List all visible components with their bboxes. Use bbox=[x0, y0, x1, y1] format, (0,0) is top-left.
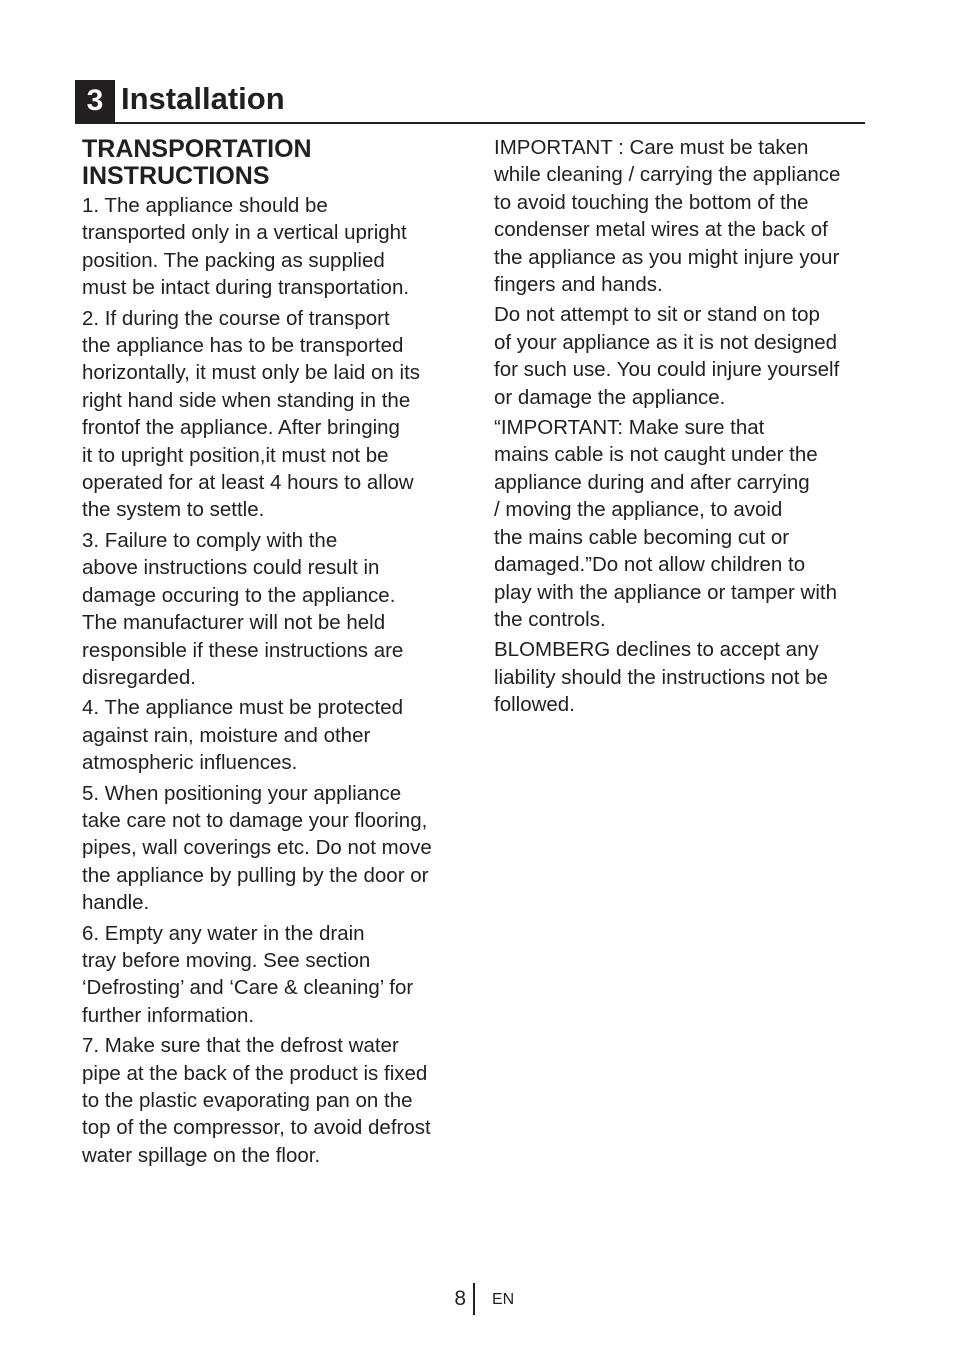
liability-paragraph: BLOMBERG declines to accept any liability should the instructions not be followed. bbox=[494, 638, 828, 717]
section-title: Installation bbox=[121, 81, 285, 116]
instruction-paragraph-6: 6. Empty any water in the drain tray before moving. See section ‘Defrosting’ and ‘Care & cleaning’ for further information. bbox=[82, 921, 414, 1027]
section-number-badge: 3 bbox=[75, 80, 115, 122]
section-header bbox=[75, 80, 865, 124]
left-column bbox=[82, 134, 467, 1172]
instruction-paragraph-7: 7. Make sure that the defrost water pipe at the back of the product is fixed to the plastic evaporating pan on the top of the compressor, to avoid defrost water spillage on the floor. bbox=[82, 1034, 431, 1167]
page-footer bbox=[0, 1283, 954, 1315]
language-code: EN bbox=[492, 1291, 515, 1308]
instruction-paragraph-4: 4. The appliance must be protected against rain, moisture and other atmospheric influences. bbox=[82, 696, 403, 775]
footer-divider bbox=[473, 1283, 475, 1315]
transportation-heading: TRANSPORTATION INSTRUCTIONS bbox=[82, 135, 312, 190]
page-number: 8 bbox=[454, 1287, 466, 1310]
mains-cable-paragraph: “IMPORTANT: Make sure that mains cable is not caught under the appliance during and after carrying / moving the appliance, to avoid the mains cable becoming cut or damaged.”Do not allow children to play with the appliance or tamper with the controls. bbox=[494, 416, 837, 631]
instruction-paragraph-5: 5. When positioning your appliance take care not to damage your flooring, pipes, wall coverings etc. Do not move the appliance by pulling by the door or handle. bbox=[82, 781, 432, 915]
right-column bbox=[494, 134, 870, 722]
instruction-paragraph-2: 2. If during the course of transport the appliance has to be transported horizontally, it must only be laid on its right hand side when standing in the frontof the appliance. After bringing it to upright position,it must not be operated for at least 4 hours to allow the system to settle. bbox=[82, 306, 421, 522]
instruction-paragraph-1: 1. The appliance should be transported only in a vertical upright position. The packing as supplied must be intact during transportation. bbox=[82, 194, 410, 300]
important-care-paragraph: IMPORTANT : Care must be taken while cleaning / carrying the appliance to avoid touching the bottom of the condenser metal wires at the back of the appliance as you might injure your fingers and hands. bbox=[494, 136, 841, 297]
instruction-paragraph-3: 3. Failure to comply with the above instructions could result in damage occuring to the appliance. The manufacturer will not be held responsible if these instructions are disregarded. bbox=[82, 528, 404, 689]
sit-stand-warning-paragraph: Do not attempt to sit or stand on top of your appliance as it is not designed for such use. You could injure yourself or damage the appliance. bbox=[494, 303, 840, 409]
